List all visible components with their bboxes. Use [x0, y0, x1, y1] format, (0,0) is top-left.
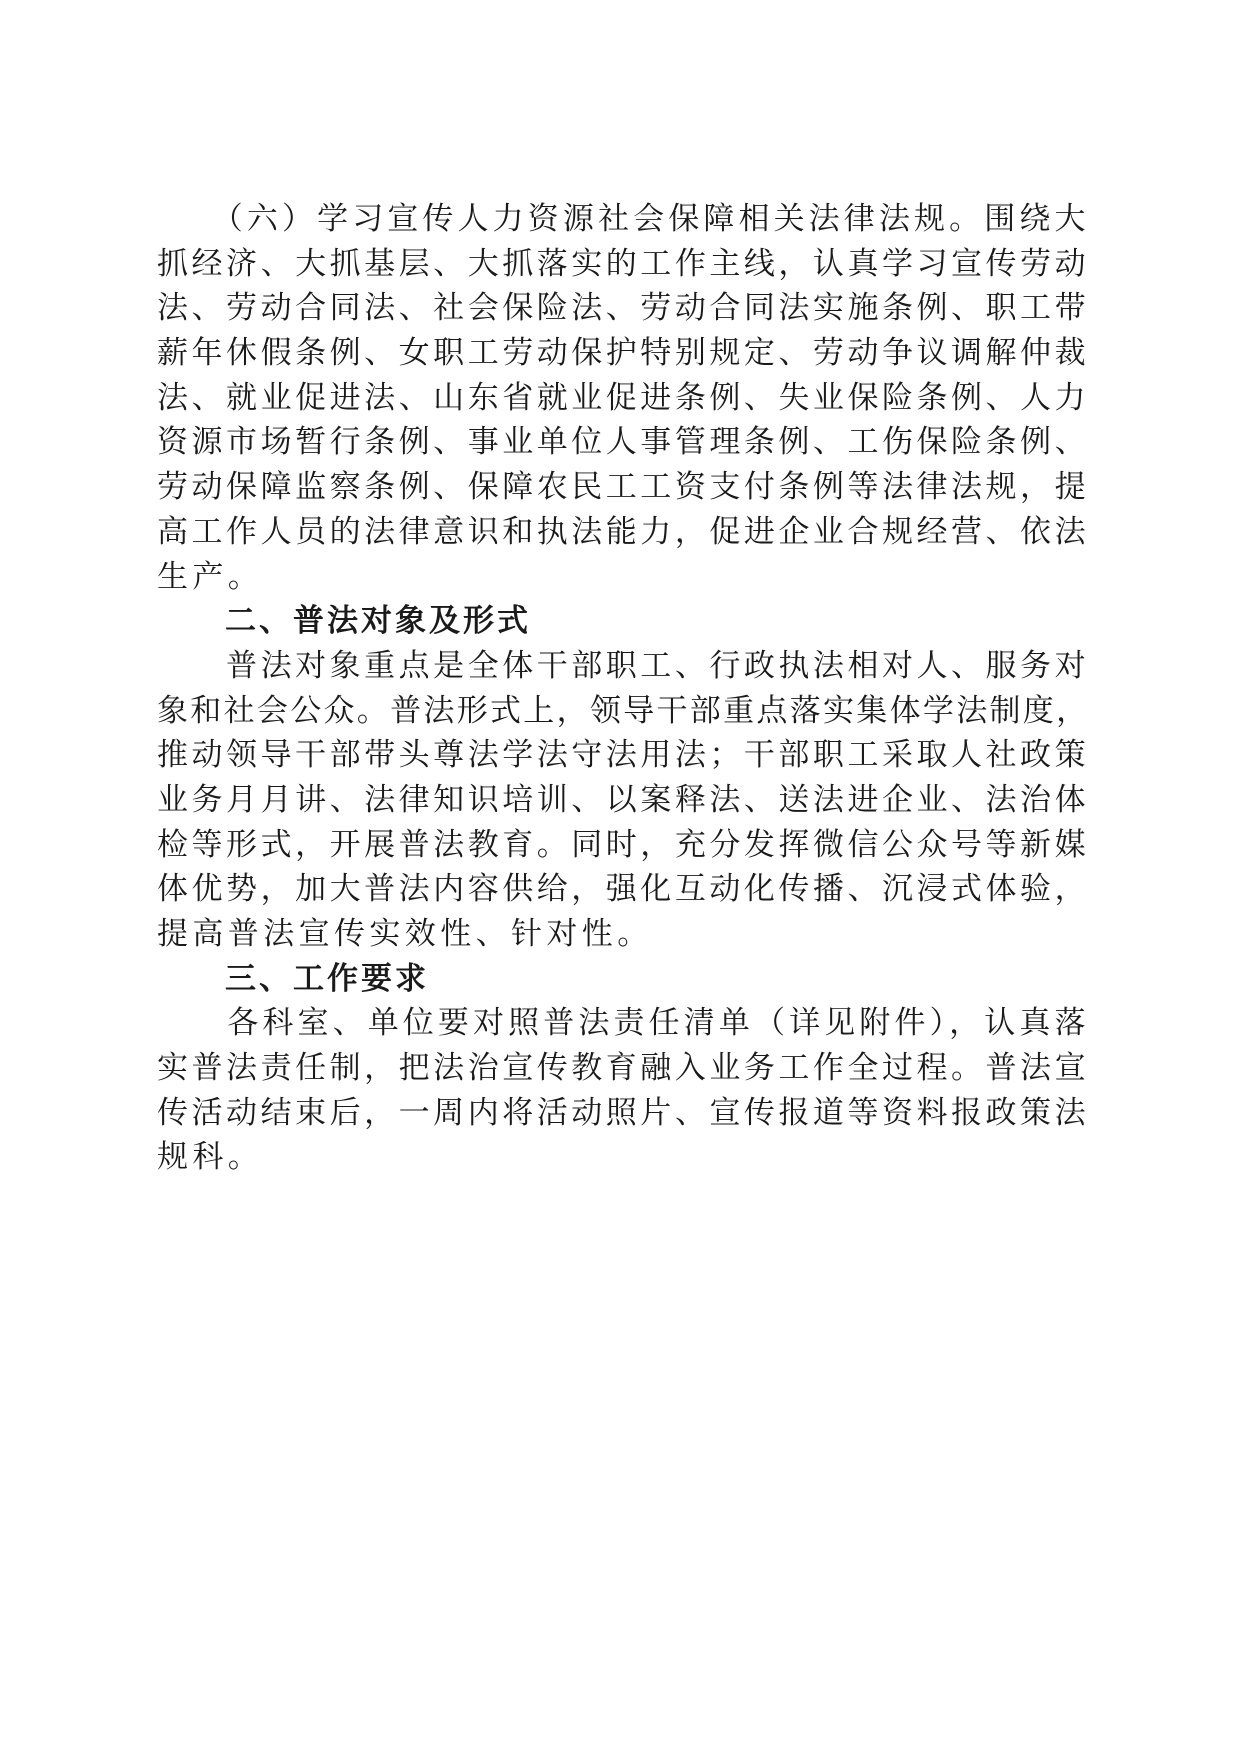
- paragraph-line: 传活动结束后，一周内将活动照片、宣传报道等资料报政策法: [157, 1094, 1090, 1131]
- paragraph-line: 业务月月讲、法律知识培训、以案释法、送法进企业、法治体: [157, 781, 1090, 818]
- section-two: [157, 599, 1090, 957]
- paragraph-line: 劳动保障监察条例、保障农民工工资支付条例等法律法规，提: [157, 469, 1090, 506]
- paragraph-line: 普法对象重点是全体干部职工、行政执法相对人、服务对: [157, 647, 1090, 684]
- paragraph-line: 法、就业促进法、山东省就业促进条例、失业保险条例、人力: [157, 379, 1090, 416]
- paragraph-line: 各科室、单位要对照普法责任清单（详见附件），认真落: [157, 1005, 1090, 1042]
- section-heading: 二、普法对象及形式: [157, 603, 531, 640]
- paragraph-line: 规科。: [157, 1139, 264, 1176]
- document-body: [157, 197, 1090, 1180]
- paragraph-line: 生产。: [157, 558, 264, 595]
- paragraph-line: （六）学习宣传人力资源社会保障相关法律法规。围绕大: [157, 201, 1090, 237]
- paragraph-line: 提高普法宣传实效性、针对性。: [157, 916, 653, 952]
- paragraph-line: 资源市场暂行条例、事业单位人事管理条例、工伤保险条例、: [157, 424, 1090, 461]
- section-heading: 三、工作要求: [157, 960, 429, 997]
- paragraph-line: 实普法责任制，把法治宣传教育融入业务工作全过程。普法宣: [157, 1050, 1090, 1087]
- paragraph-line: 检等形式，开展普法教育。同时，充分发挥微信公众号等新媒: [157, 826, 1090, 863]
- paragraph-line: 薪年休假条例、女职工劳动保护特别规定、劳动争议调解仲裁: [157, 335, 1090, 372]
- paragraph-line: 象和社会公众。普法形式上，领导干部重点落实集体学法制度，: [157, 692, 1090, 729]
- paragraph-line: 体优势，加大普法内容供给，强化互动化传播、沉浸式体验，: [157, 871, 1090, 908]
- paragraph-line: 高工作人员的法律意识和执法能力，促进企业合规经营、依法: [157, 513, 1090, 550]
- paragraph-line: 抓经济、大抓基层、大抓落实的工作主线，认真学习宣传劳动: [157, 245, 1090, 282]
- paragraph-line: 法、劳动合同法、社会保险法、劳动合同法实施条例、职工带: [157, 290, 1090, 327]
- section-six: [157, 197, 1090, 599]
- section-three: [157, 957, 1090, 1180]
- paragraph-line: 推动领导干部带头尊法学法守法用法；干部职工采取人社政策: [157, 737, 1090, 774]
